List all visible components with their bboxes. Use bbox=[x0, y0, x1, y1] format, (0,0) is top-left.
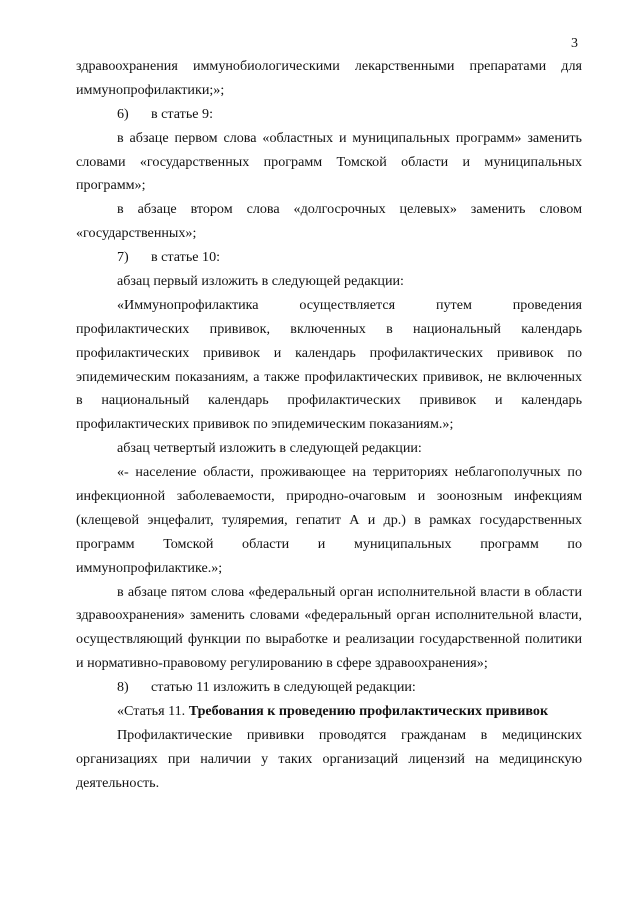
item-number: 8) bbox=[117, 679, 129, 696]
list-item-6 bbox=[76, 103, 582, 127]
item-number: 7) bbox=[117, 249, 129, 266]
text-line: иммунопрофилактике.»; bbox=[76, 559, 223, 576]
text-line: иммунопрофилактики;»; bbox=[76, 81, 225, 98]
text-line: программ»; bbox=[76, 177, 146, 194]
item-number: 6) bbox=[117, 105, 129, 122]
text-line: эпидемическим показаниям, а также профилактических прививок, не включенных bbox=[76, 368, 582, 385]
list-item-8 bbox=[76, 676, 582, 700]
text-line: «государственных»; bbox=[76, 225, 197, 242]
text-line: словами «государственных программ Томской области и муниципальных bbox=[76, 153, 582, 170]
document-body bbox=[76, 55, 582, 796]
item-text: в статье 9: bbox=[151, 105, 213, 122]
item-text: в статье 10: bbox=[151, 249, 221, 266]
page-number: 3 bbox=[571, 36, 578, 51]
text-line: организациях при наличии у таких организаций лицензий на медицинскую bbox=[76, 750, 582, 767]
text-line: (клещевой энцефалит, туляремия, гепатит А и др.) в рамках государственных bbox=[76, 511, 582, 528]
text-line: здравоохранения иммунобиологическими лекарственными препаратами для bbox=[76, 58, 582, 74]
text-line: «- население области, проживающее на территориях неблагополучных по bbox=[117, 464, 582, 481]
text-line: осуществляющий функции по выработке и реализации государственной политики bbox=[76, 631, 582, 648]
text-line: профилактических прививок, включенных в национальный календарь bbox=[76, 320, 582, 337]
article-heading bbox=[76, 700, 582, 724]
text-line: программ Томской области и муниципальных программ по bbox=[76, 535, 582, 552]
text-line: профилактических прививок по эпидемическим показаниям.»; bbox=[76, 416, 454, 433]
text-line: Профилактические прививки проводятся гражданам в медицинских bbox=[117, 726, 582, 743]
text-line: здравоохранения» заменить словами «федеральный орган исполнительной власти, bbox=[76, 607, 582, 624]
text-line: абзац четвертый изложить в следующей редакции: bbox=[117, 440, 422, 457]
text-line: в национальный календарь профилактических прививок и календарь bbox=[76, 392, 582, 409]
text-line: и нормативно-правовому регулированию в сфере здравоохранения»; bbox=[76, 655, 488, 672]
text-line: абзац первый изложить в следующей редакции: bbox=[117, 273, 404, 290]
text-line: «Иммунопрофилактика осуществляется путем проведения bbox=[117, 296, 582, 313]
text-line: инфекционной заболеваемости, природно-очаговым и зоонозным инфекциям bbox=[76, 488, 582, 505]
item-text: статью 11 изложить в следующей редакции: bbox=[151, 679, 416, 696]
article-title: Требования к проведению профилактических прививок bbox=[188, 703, 549, 720]
text-line: профилактических прививок и календарь профилактических прививок по bbox=[76, 344, 582, 361]
text-line: в абзаце первом слова «областных и муниципальных программ» заменить bbox=[117, 129, 582, 146]
list-item-7 bbox=[76, 246, 582, 270]
text-line: деятельность. bbox=[76, 774, 160, 791]
text-line: в абзаце втором слова «долгосрочных целевых» заменить словом bbox=[117, 201, 582, 218]
article-label: «Статья 11. bbox=[117, 703, 186, 720]
text-line: в абзаце пятом слова «федеральный орган исполнительной власти в области bbox=[117, 583, 582, 600]
